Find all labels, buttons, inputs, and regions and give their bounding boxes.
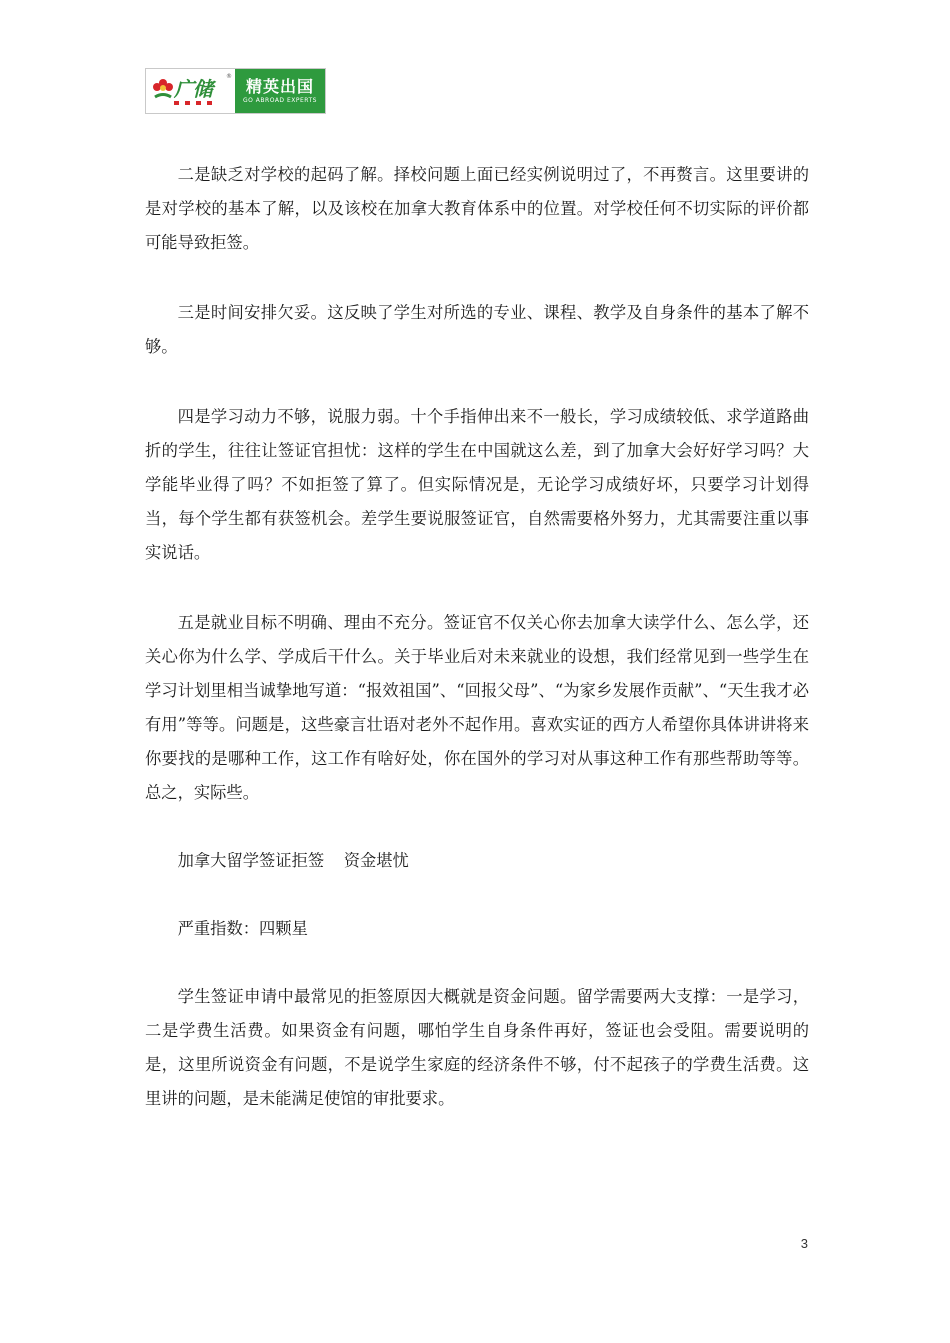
logo-brand-text: 广储: [174, 77, 212, 101]
paragraph-reason-5: 五是就业目标不明确、理由不充分。签证官不仅关心你去加拿大读学什么、怎么学，还关心你为什么学、学成后干什么。关于毕业后对未来就业的设想，我们经常见到一些学生在学习计划里相当诚挚地写道：“报效祖国”、“回报父母”、“为家乡发展作贡献”、“天生我才必有用”等等。问题是，这些豪言壮语对老外不起作用。喜欢实证的西方人希望你具体讲讲将来你要找的是哪种工作，这工作有啥好处，你在国外的学习对从事这种工作有那些帮助等等。总之，实际些。: [145, 613, 809, 802]
logo-dots: [174, 101, 212, 105]
paragraph-reason-3: 三是时间安排欠妥。这反映了学生对所选的专业、课程、教学及自身条件的基本了解不够。: [145, 303, 809, 356]
registered-mark: ®: [226, 73, 232, 80]
section-heading: [145, 844, 809, 878]
logo-emblem: [146, 69, 235, 113]
severity-line: 严重指数：四颗星: [177, 919, 308, 938]
logo-subtitle: GO ABROAD EXPERTS: [243, 96, 317, 104]
section-heading-part-b: 资金堪忧: [343, 851, 409, 870]
section-heading-part-a: 加拿大留学签证拒签: [177, 851, 325, 870]
paragraph-funding: 学生签证申请中最常见的拒签原因大概就是资金问题。留学需要两大支撑：一是学习，二是学费生活费。如果资金有问题，哪怕学生自身条件再好，签证也会受阻。需要说明的是，这里所说资金有问题，不是说学生家庭的经济条件不够，付不起孩子的学费生活费。这里讲的问题，是未能满足使馆的审批要求。: [145, 987, 809, 1108]
page-number: 3: [800, 1236, 808, 1251]
flower-icon: [152, 77, 174, 101]
logo-banner: [235, 69, 325, 113]
paragraph-reason-2: 二是缺乏对学校的起码了解。择校问题上面已经实例说明过了，不再赘言。这里要讲的是对学校的基本了解，以及该校在加拿大教育体系中的位置。对学校任何不切实际的评价都可能导致拒签。: [145, 165, 809, 252]
company-logo: [145, 68, 326, 114]
logo-title: 精英出国: [245, 76, 314, 96]
paragraph-reason-4: 四是学习动力不够，说服力弱。十个手指伸出来不一般长，学习成绩较低、求学道路曲折的学生，往往让签证官担忧：这样的学生在中国就这么差，到了加拿大会好好学习吗？大学能毕业得了吗？不如拒签了算了。但实际情况是，无论学习成绩好坏，只要学习计划得当，每个学生都有获签机会。差学生要说服签证官，自然需要格外努力，尤其需要注重以事实说话。: [145, 407, 809, 562]
document-body: [145, 158, 809, 1116]
